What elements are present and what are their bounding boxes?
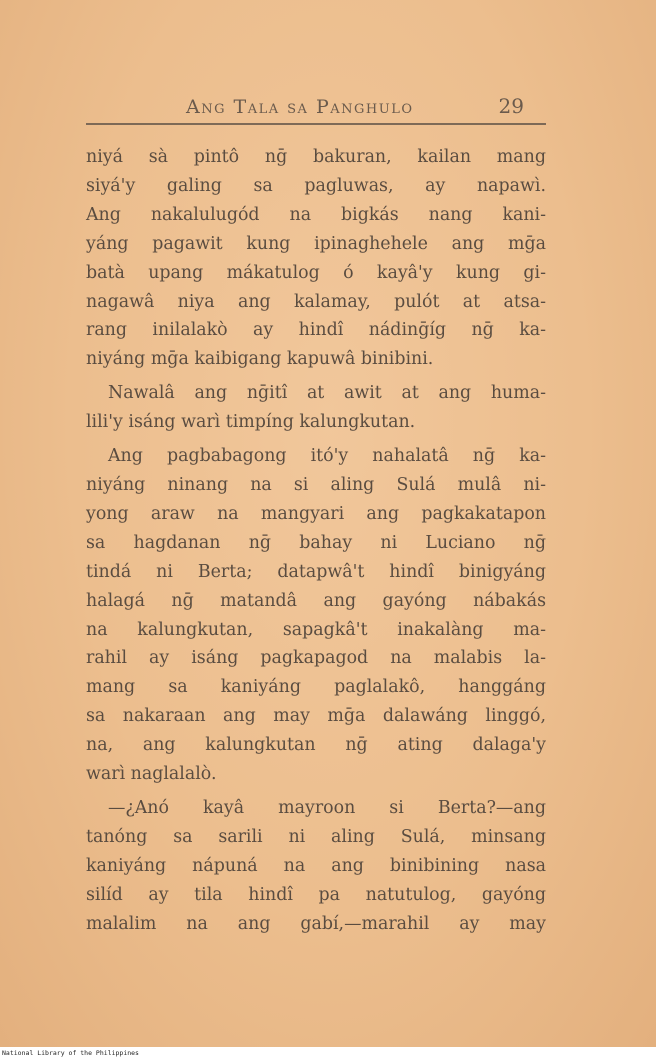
text-line: kaniyáng nápuná na ang binibining nasa	[86, 855, 546, 876]
text-line: Ang pagbabagong itó'y nahalatâ nḡ ka-	[108, 446, 546, 467]
text-line: niyá sà pintô nḡ bakuran, kailan mang	[86, 147, 546, 167]
text-line: siyá'y galing sa pagluwas, ay napawì.	[86, 175, 546, 196]
paragraph	[86, 379, 546, 437]
text-line: tindá ni Berta; datapwâ't hindî binigyáng	[86, 561, 546, 582]
page-number: 29	[498, 94, 524, 118]
header-rule	[86, 123, 546, 125]
text-line: lili'y isáng warì timpíng kalungkutan.	[86, 412, 416, 433]
text-line: nagawâ niya ang kalamay, pulót at atsa-	[86, 291, 546, 312]
text-line: —¿Anó kayâ mayroon si Berta?—ang	[108, 797, 546, 818]
text-line: yong araw na mangyari ang pagkakatapon	[86, 503, 546, 524]
text-line: rang inilalakò ay hindî nádinḡíg nḡ ka-	[86, 320, 546, 341]
page-header	[86, 93, 546, 123]
text-line: Nawalâ ang nḡitî at awit at ang huma-	[108, 383, 546, 404]
text-line: silíd ay tila hindî pa natutulog, gayóng	[86, 884, 546, 905]
paragraph	[86, 143, 546, 374]
text-line: na, ang kalungkutan nḡ ating dalaga'y	[86, 735, 546, 756]
text-line: malalim na ang gabí,—marahil ay may	[86, 913, 546, 934]
text-line: warì naglalalò.	[86, 764, 217, 785]
text-line: halagá nḡ matandâ ang gayóng nábakás	[86, 590, 546, 611]
text-line: yáng pagawit kung ipinaghehele ang mḡa	[86, 233, 546, 254]
text-line: tanóng sa sarili ni aling Sulá, minsang	[86, 826, 546, 847]
text-line: sa hagdanan nḡ bahay ni Luciano nḡ	[86, 532, 546, 553]
footer-credit: National Library of the Philippines	[2, 1049, 139, 1057]
text-line: rahil ay isáng pagkapagod na malabis la-	[86, 648, 546, 669]
text-line: Ang nakalulugód na bigkás nang kani-	[86, 204, 546, 225]
text-line: niyáng ninang na si aling Sulá mulâ ni-	[86, 474, 546, 495]
text-line: batà upang mákatulog ó kayâ'y kung gi-	[86, 262, 546, 283]
text-line: na kalungkutan, sapagkâ't inakalàng ma-	[86, 619, 546, 640]
body-text	[86, 143, 546, 943]
text-line: mang sa kaniyáng paglalakô, hanggáng	[86, 677, 546, 698]
paragraph	[86, 794, 546, 939]
paragraph	[86, 442, 546, 789]
running-title: Ang Tala sa Panghulo	[186, 96, 414, 118]
text-line: niyáng mḡa kaibigang kapuwâ binibini.	[86, 349, 434, 370]
text-line: sa nakaraan ang may mḡa dalawáng linggó,	[86, 706, 546, 727]
